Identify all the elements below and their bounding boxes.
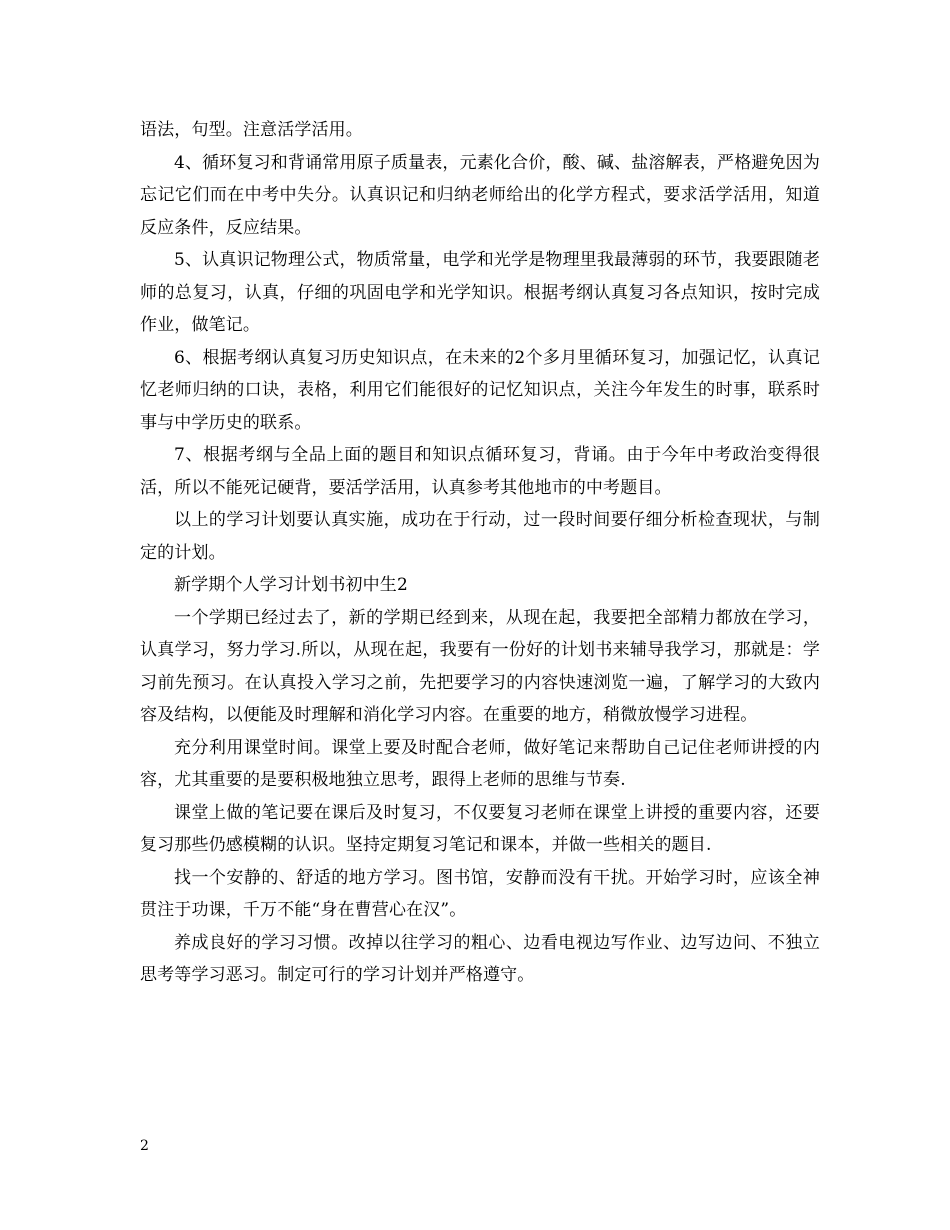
paragraph-class-time: 充分利用课堂时间。课堂上要及时配合老师，做好笔记来帮助自己记住老师讲授的内容，尤其重要的是要积极地独立思考，跟得上老师的思维与节奏.	[140, 737, 820, 790]
paragraph-item-4: 4、循环复习和背诵常用原子质量表，元素化合价，酸、碱、盐溶解表，严格避免因为忘记它们而在中考中失分。认真识记和归纳老师给出的化学方程式，要求活学活用，知道反应条件，反应结果。	[140, 152, 820, 238]
page-number: 2	[140, 1138, 149, 1154]
paragraph-good-habits: 养成良好的学习习惯。改掉以往学习的粗心、边看电视边写作业、边写边问、不独立思考等学习恶习。制定可行的学习计划并严格遵守。	[140, 932, 820, 985]
paragraph-item-5: 5、认真识记物理公式，物质常量，电学和光学是物理里我最薄弱的环节，我要跟随老师的总复习，认真，仔细的巩固电学和光学知识。根据考纲认真复习各点知识，按时完成作业，做笔记。	[140, 250, 820, 335]
paragraph-item-6: 6、根据考纲认真复习历史知识点，在未来的2个多月里循环复习，加强记忆，认真记忆老师归纳的口诀，表格，利用它们能很好的记忆知识点，关注今年发生的时事，联系时事与中学历史的联系。	[140, 347, 820, 433]
paragraph-summary: 以上的学习计划要认真实施，成功在于行动，过一段时间要仔细分析检查现状，与制定的计划。	[140, 510, 820, 563]
paragraph-preview-study: 一个学期已经过去了，新的学期已经到来，从现在起，我要把全部精力都放在学习，认真学习，努力学习.所以，从现在起，我要有一份好的计划书来辅导我学习，那就是：学习前先预习。在认真投入学习之前，先把要学习的内容快速浏览一遍，了解学习的大致内容及结构，以便能及时理解和消化学习内容。在重要的地方，稍微放慢学习进程。	[140, 607, 820, 725]
paragraph-quiet-place: 找一个安静的、舒适的地方学习。图书馆，安静而没有干扰。开始学习时，应该全神贯注于功课，千万不能“身在曹营心在汉”。	[140, 867, 820, 920]
paragraph-item-7: 7、根据考纲与全品上面的题目和知识点循环复习，背诵。由于今年中考政治变得很活，所以不能死记硬背，要活学活用，认真参考其他地市的中考题目。	[140, 445, 820, 498]
paragraph-review-notes: 课堂上做的笔记要在课后及时复习，不仅要复习老师在课堂上讲授的重要内容，还要复习那些仍感模糊的认识。坚持定期复习笔记和课本，并做一些相关的题目.	[140, 802, 820, 855]
section-heading: 新学期个人学习计划书初中生2	[174, 575, 408, 595]
document-body	[140, 114, 820, 992]
paragraph-continuation: 语法，句型。注意活学活用。	[140, 120, 363, 140]
